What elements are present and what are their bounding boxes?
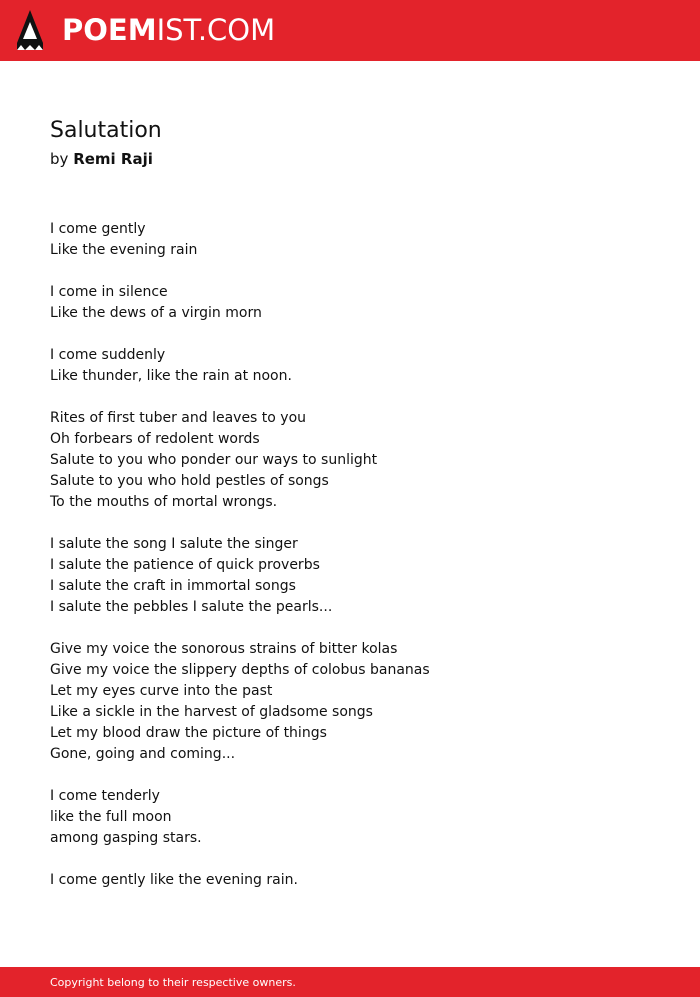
poem-stanza — [50, 639, 670, 765]
logo-light-text: IST.COM — [156, 13, 276, 47]
poem-line: Give my voice the slippery depths of colobus bananas — [50, 662, 430, 678]
poem-stanza — [50, 870, 670, 891]
poem-line: Like thunder, like the rain at noon. — [50, 368, 292, 384]
poem-stanza — [50, 786, 670, 849]
poem-line: I salute the song I salute the singer — [50, 536, 298, 552]
poem-line: I salute the pebbles I salute the pearls... — [50, 599, 333, 615]
poem-line: I come gently like the evening rain. — [50, 872, 298, 888]
site-footer — [0, 967, 700, 997]
poem-line: Like the evening rain — [50, 242, 198, 258]
poem-line: I come suddenly — [50, 347, 166, 363]
poem-line: Rites of first tuber and leaves to you — [50, 410, 307, 426]
poem-line: Like a sickle in the harvest of gladsome songs — [50, 704, 373, 720]
poem-title: Salutation — [50, 118, 162, 143]
poem-line: I come gently — [50, 221, 146, 237]
poem-stanza — [50, 408, 670, 513]
poem-byline — [50, 149, 153, 169]
site-header — [0, 0, 700, 61]
poem-line: To the mouths of mortal wrongs. — [50, 494, 278, 510]
poem-line: I salute the craft in immortal songs — [50, 578, 296, 594]
site-logo[interactable] — [62, 12, 275, 48]
poem-line: I come tenderly — [50, 788, 160, 804]
poem-line: I come in silence — [50, 284, 168, 300]
poem-line: Give my voice the sonorous strains of bitter kolas — [50, 641, 398, 657]
poem-line: Let my eyes curve into the past — [50, 683, 273, 699]
poem-line: Let my blood draw the picture of things — [50, 725, 327, 741]
poem-stanza — [50, 345, 670, 387]
pencil-tip-icon — [16, 9, 44, 51]
poem-line: I salute the patience of quick proverbs — [50, 557, 320, 573]
poem-line: among gasping stars. — [50, 830, 202, 846]
poem-body — [50, 219, 670, 912]
poem-line: Like the dews of a virgin morn — [50, 305, 262, 321]
poem-line: Gone, going and coming... — [50, 746, 236, 762]
poem-line: Salute to you who ponder our ways to sunlight — [50, 452, 378, 468]
poem-author: Remi Raji — [73, 150, 153, 168]
byline-prefix: by — [50, 150, 69, 168]
poem-stanza — [50, 534, 670, 618]
poem-stanza — [50, 282, 670, 324]
poem-line: Salute to you who hold pestles of songs — [50, 473, 329, 489]
logo-bold-text: POEM — [62, 13, 157, 47]
copyright-notice: Copyright belong to their respective owners. — [50, 976, 296, 989]
poem-stanza — [50, 219, 670, 261]
poem-line: like the full moon — [50, 809, 172, 825]
poem-line: Oh forbears of redolent words — [50, 431, 260, 447]
